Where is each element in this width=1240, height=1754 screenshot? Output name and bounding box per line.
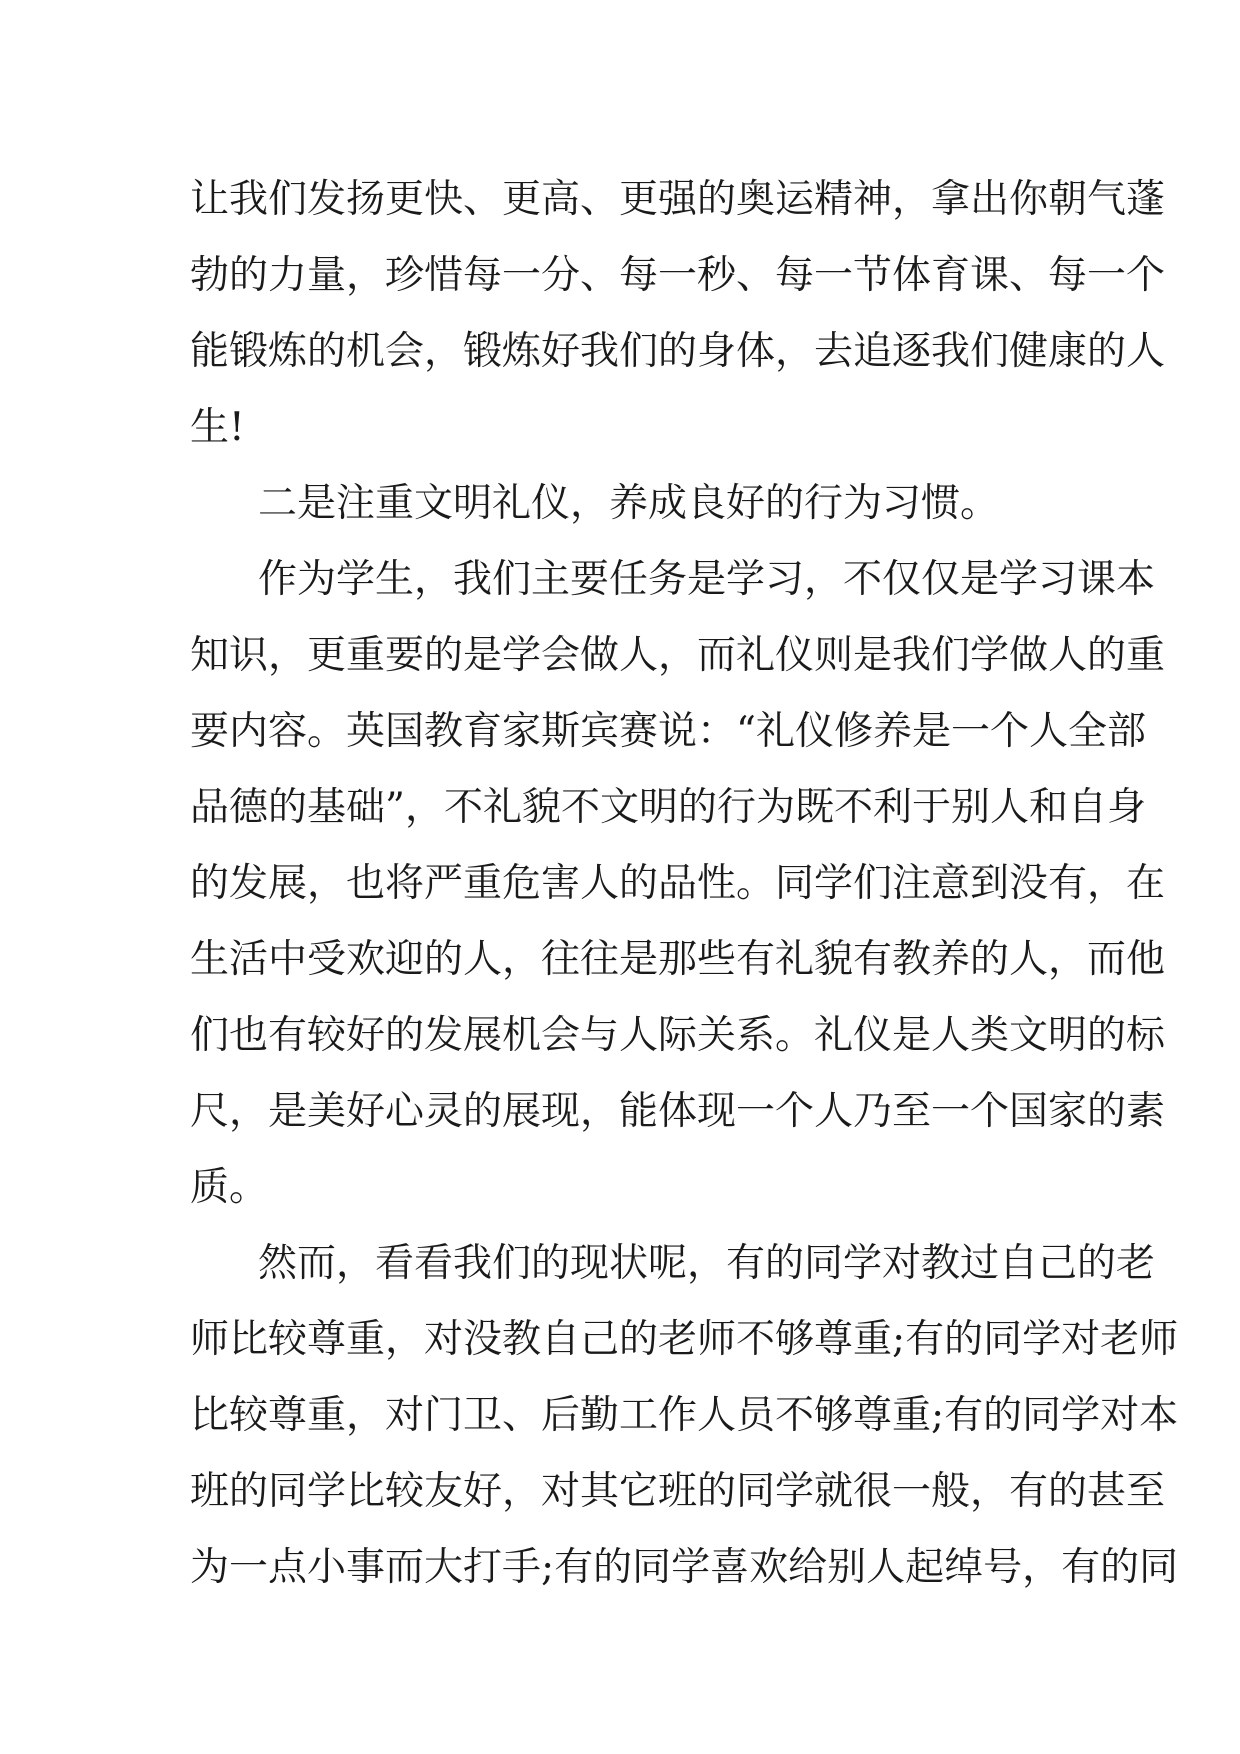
text-line: 品德的基础”，不礼貌不文明的行为既不利于别人和自身 — [190, 785, 1146, 830]
text-line: 们也有较好的发展机会与人际关系。礼仪是人类文明的标 — [190, 1013, 1166, 1058]
text-line: 为一点小事而大打手;有的同学喜欢给别人起绰号，有的同 — [190, 1545, 1179, 1590]
text-line: 的发展，也将严重危害人的品性。同学们注意到没有，在 — [190, 861, 1166, 906]
paragraph-heading-line: 二是注重文明礼仪，养成良好的行为习惯。 — [258, 481, 1000, 526]
text-line: 知识，更重要的是学会做人，而礼仪则是我们学做人的重 — [190, 633, 1166, 678]
text-line: 生活中受欢迎的人，往往是那些有礼貌有教养的人，而他 — [190, 937, 1166, 982]
text-line: 尺，是美好心灵的展现，能体现一个人乃至一个国家的素 — [190, 1089, 1166, 1134]
text-line: 能锻炼的机会，锻炼好我们的身体，去追逐我们健康的人 — [190, 329, 1166, 374]
text-line: 质。 — [190, 1165, 269, 1210]
text-line: 然而，看看我们的现状呢，有的同学对教过自己的老 — [258, 1241, 1156, 1286]
text-line: 生! — [190, 405, 245, 450]
text-line: 勃的力量，珍惜每一分、每一秒、每一节体育课、每一个 — [190, 253, 1166, 298]
text-line: 班的同学比较友好，对其它班的同学就很一般，有的甚至 — [190, 1469, 1166, 1514]
text-line: 比较尊重，对门卫、后勤工作人员不够尊重;有的同学对本 — [190, 1393, 1179, 1438]
text-line: 让我们发扬更快、更高、更强的奥运精神，拿出你朝气蓬 — [190, 177, 1166, 222]
text-line: 师比较尊重，对没教自己的老师不够尊重;有的同学对老师 — [190, 1317, 1179, 1362]
text-line: 要内容。英国教育家斯宾赛说：“礼仪修养是一个人全部 — [190, 709, 1146, 754]
body-text — [190, 162, 1179, 1606]
text-line: 作为学生，我们主要任务是学习，不仅仅是学习课本 — [258, 557, 1156, 602]
